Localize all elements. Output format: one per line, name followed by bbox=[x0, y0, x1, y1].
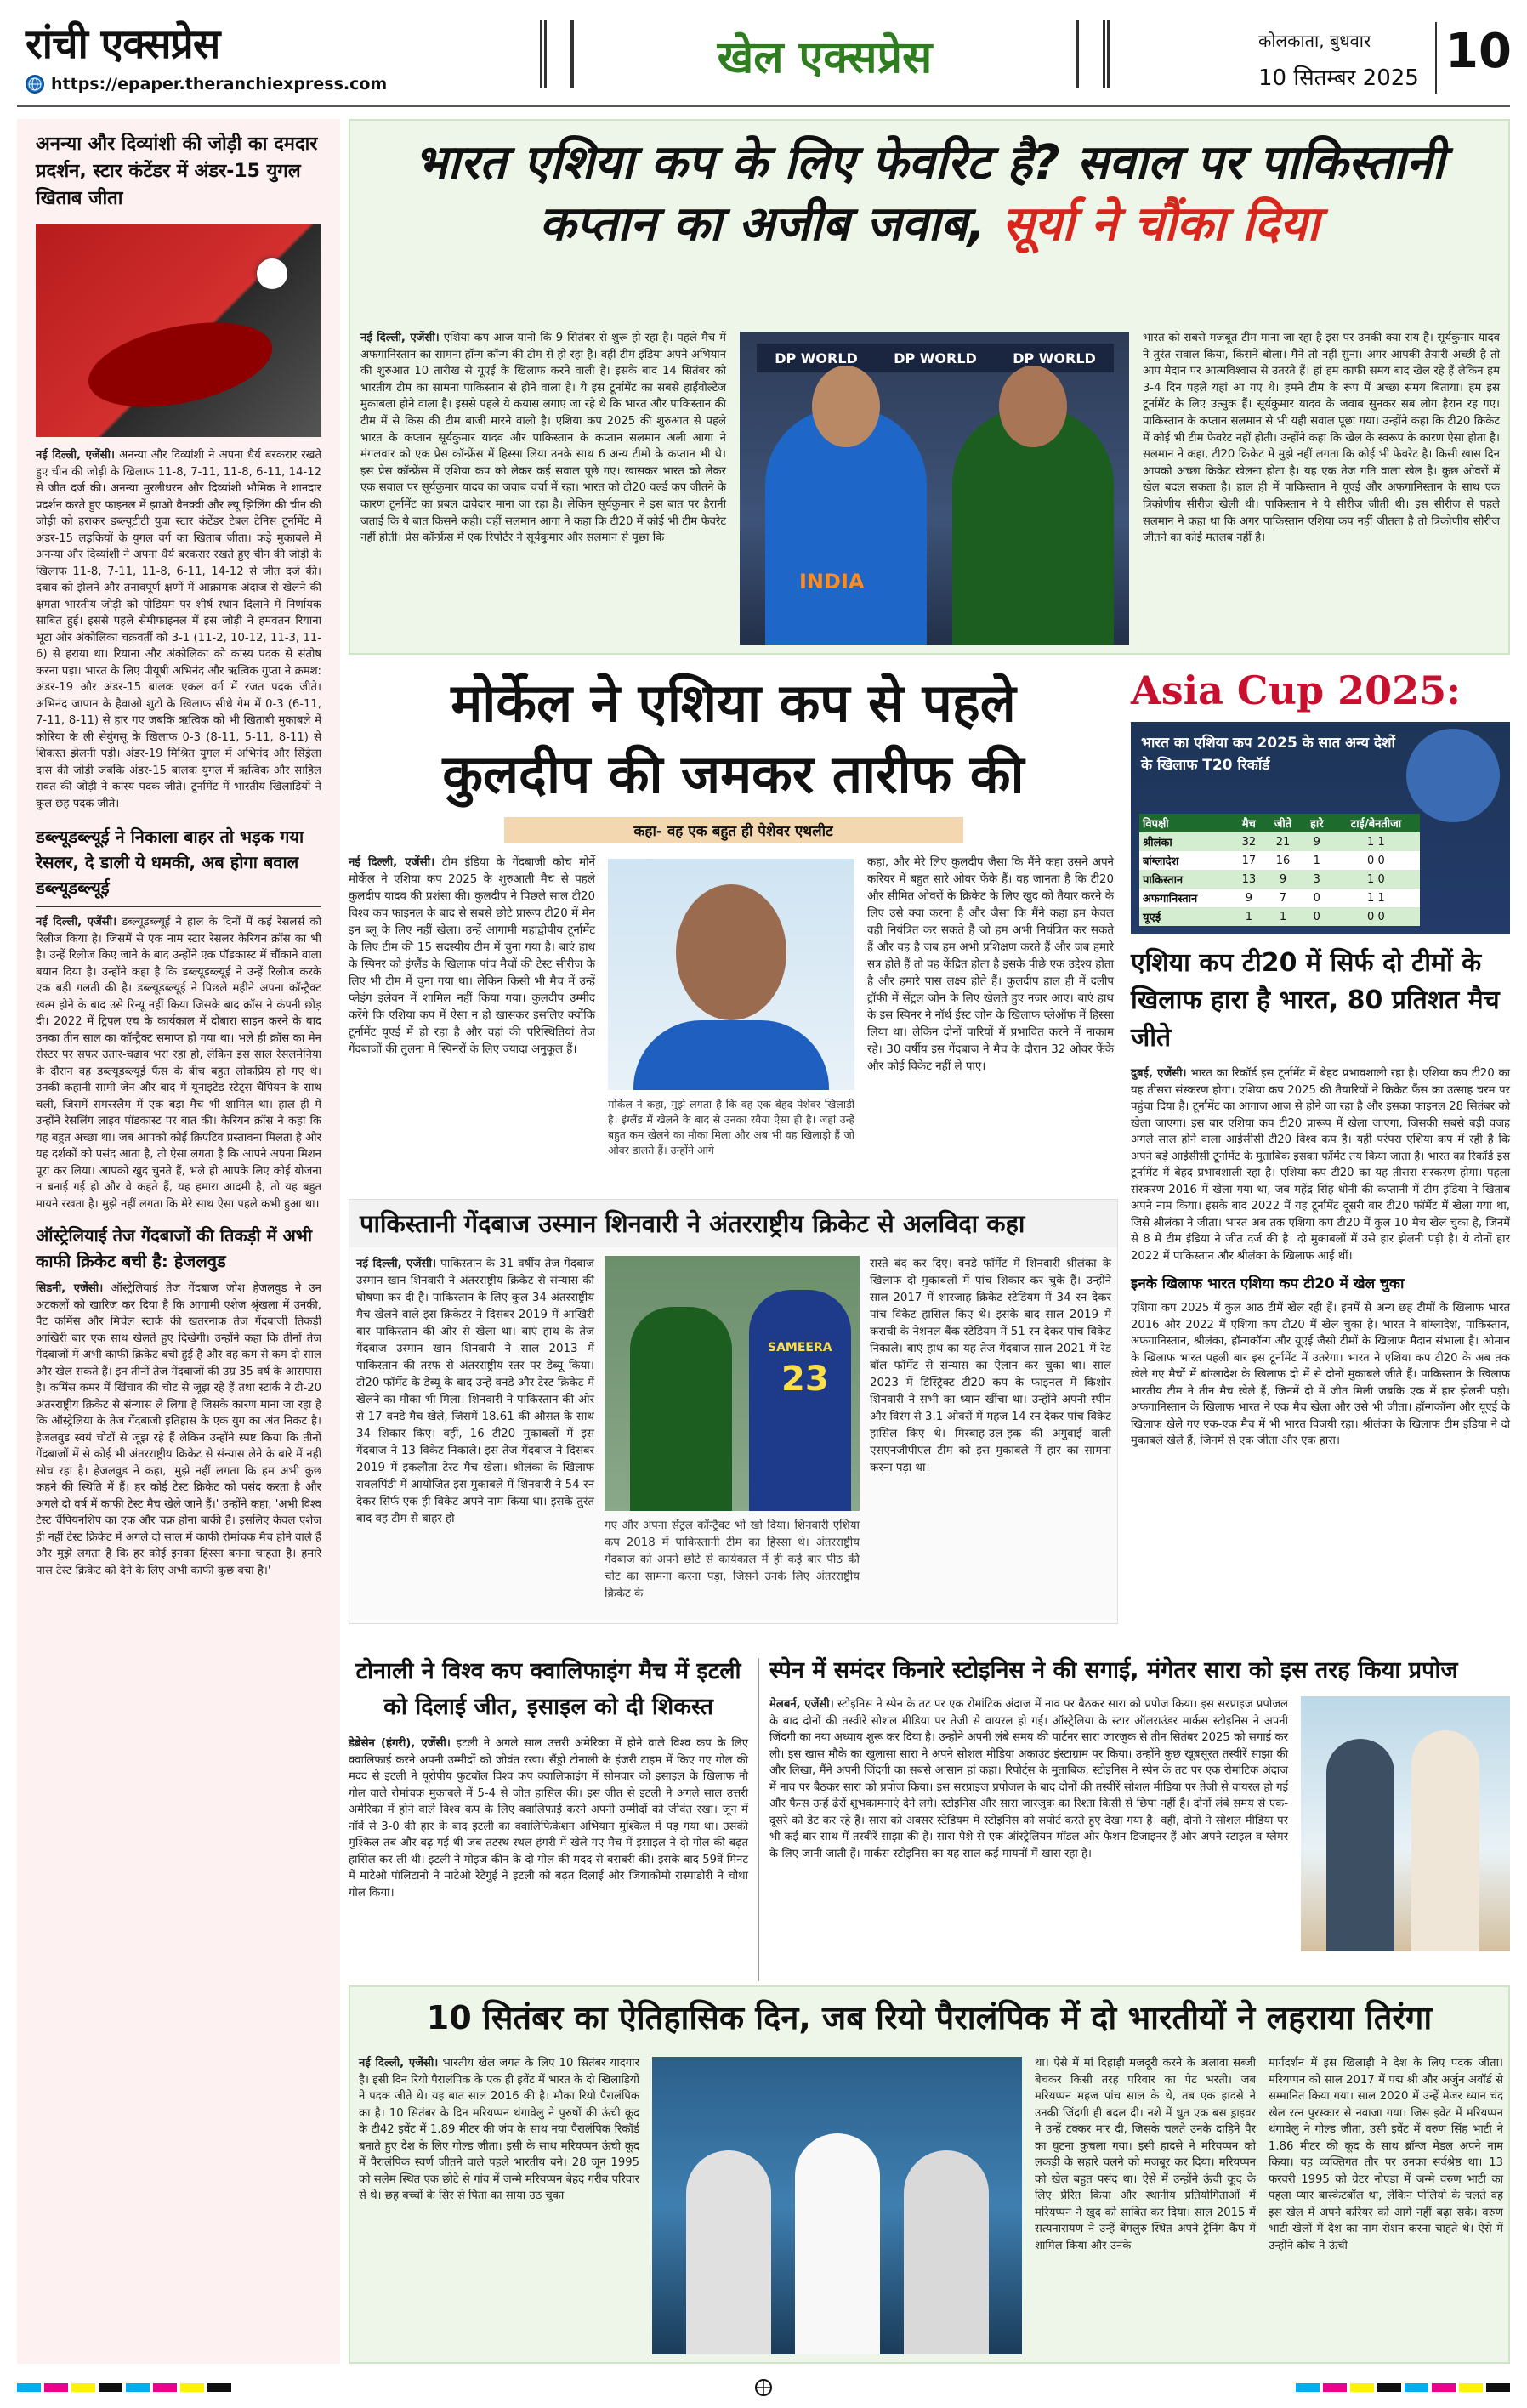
paralympic-headline: 10 सितंबर का ऐतिहासिक दिन, जब रियो पैरालंपिक में दो भारतीयों ने लहराया तिरंगा bbox=[426, 1999, 1433, 2036]
tonali-headline: टोनाली ने विश्व कप क्वालिफाइंग मैच में इटली को दिलाई जीत, इसाइल को दी शिकस्त bbox=[355, 1658, 741, 1720]
table-row: अफगानिस्तान 9 7 0 1 1 bbox=[1139, 889, 1420, 907]
table-row: पाकिस्तान 13 9 3 1 0 bbox=[1139, 870, 1420, 889]
paper-url-row[interactable] bbox=[26, 75, 387, 94]
left-story2-text: डब्ल्यूडब्ल्यूई ने हाल के दिनों में कई रेसलर्स को रिलीज किया है। जिसमें से एक नाम स्टार रेसलर कैरियन क्रॉस का भी है। उन्हें रिलीज किए जाने के बाद उन्होंने एक पॉडकास्ट में चौंकाने वाला बयान दिया है। उन्होंने कहा है कि डब्ल्यूडब्ल्यूई ने उन्हें रिलीज करके एक बड़ी गलती की है। डब्ल्यूडब्ल्यूई ने पिछले महीने अपना कॉन्ट्रैक्ट खत्म होने के बाद उसे रिन्यू नहीं किया जिसके बाद क्रॉस ने कंपनी छोड़ दी। 2022 में ट्रिपल एच के कार्यकाल में दोबारा साइन करने के बाद उनका तीन साल का कॉन्ट्रैक्ट समाप्त हो गया था। भले ही क्रॉस का मेन रोस्टर पर सफर उतार-चढ़ाव भरा रहा हो, लेकिन इस साल रेसलमेनिया के दौरान वह डब्ल्यूडब्ल्यूई फैंस के बीच बहुत लोकप्रिय हो गए थे। उनकी कहानी सामी जेन और बाद में यूनाइटेड स्टेट्स चैंपियन के साथ चली, जिसमें समरस्लैम में एक बड़ा मैच भी शामिल था। हाल ही में उन्होंने रेसलिंग लाइव पॉडकास्ट पर बात की। कैरियन क्रॉस ने कहा कि यह बहुत अच्छा था। जब आपको कोई क्रिएटिव प्रस्तावना मिलता है और यह दर्शकों को पसंद आता है, तो ऐसा लगता है कि आपने अपना मिशन पूरा कर लिया। आपको खुद चुनते हैं, भले ही आपके लिए कोई योजना न बनाई गई हो और वे कहते हैं, यह हमारा आदमी है, तो यह बहुत मायने रखता है। मुझे नहीं लगता कि मेरे साथ ऐसा पहले कभी हुआ था। bbox=[36, 916, 322, 1211]
paper-logo: रांची एक्सप्रेस bbox=[26, 20, 220, 68]
paralympic-col1-text: भारतीय खेल जगत के लिए 10 सितंबर यादगार है। इसी दिन रियो पैरालंपिक के एक ही इवेंट में भारत के दो खिलाड़ियों ने पदक जीते थे। यह बात साल 2016 की है। मौका रियो पैरालंपिक का है। 10 सितंबर के दिन मरियप्पन थंगावेलु ने पुरुषों की ऊंची कूद के टी42 इवेंट में 1.89 मीटर की जंप के साथ नया पैरालंपिक रिकॉर्ड बनाते हुए देश के लिए गोल्ड जीता। इसी के साथ मरियप्पन ऊंची कूद में पैरालंपिक स्वर्ण जीतने वाले पहले भारतीय बने। 28 जून 1995 को सलेम स्थित एक छोटे से गांव में जन्मे मरियप्पन बेहद गरीब परिवार से थे। छह बच्चों के सिर से पिता का साया उठ चुका bbox=[359, 2057, 639, 2202]
srilanka-player bbox=[749, 1290, 851, 1511]
top-story-col2: भारत को सबसे मजबूत टीम माना जा रहा है इस पर उनकी क्या राय है। सूर्यकुमार यादव ने तुरंत सवाल किया, किसने बोला। मैंने तो नहीं सुना। अगर आपकी तैयारी अच्छी है तो आप मैदान पर आत्मविश्वास से उतरते हैं। हां हम काफी समय बाद खेल रहे हैं लेकिन हम 3-4 दिन पहले यहां आ गए थे। हमने टीम के रूप में अच्छा समय बिताया। हम इस टूर्नामेंट के लिए उत्सुक हैं। सूर्यकुमार यादव के जवाब सुनकर सब लोग हैरान रह गए। पाकिस्तान के कप्तान सलमान से भी यही सवाल पूछा गया। उन्होंने कहा कि टी20 क्रिकेट में कोई भी टीम फेवरेट नहीं होती। उन्होंने कहा कि खेल के स्वरूप के कारण ऐसा होता है। सलमान ने कहा, टी20 क्रिकेट में मुझे नहीं लगता कि कोई भी फेवरेट है। किसी खास दिन आपको अच्छा क्रिकेट खेलना होता है। यह एक तेज गति वाला खेल है। कुछ ओवरों में खेल बदल सकता है। हाल ही में पाकिस्तान ने यूएई और अफगानिस्तान के साथ एक त्रिकोणीय सीरीज खेली थी। पाकिस्तान ने ये सीरीज जीती थी। इस सीरीज से पहले सलमान ने कहा था कि अगर पाकिस्तान एशिया कप नहीं जीतता है तो त्रिकोणीय सीरीज जीतने का कोई मतलब नहीं है। bbox=[1143, 332, 1500, 545]
asia-cup-body1-text: भारत का रिकॉर्ड इस टूर्नामेंट में बेहद प्रभावशाली रहा है। एशिया कप टी20 का यह तीसरा संस्करण होगा। एशिया कप 2025 की तैयारियों ने क्रिकेट फैंस का उत्साह चरम पर पहुंचा दिया है। टूर्नामेंट का आगाज आज से होने जा रहा है और इसका फाइनल 28 सितंबर को खेला जाएगा। इस बार एशिया कप टी20 प्रारूप में खेला जाएगा, जिसकी सबसे बड़ी वजह अगले साल होने वाला आईसीसी टी20 विश्व कप है। यही परंपरा एशिया कप में रही है कि अपने बड़े आईसीसी टूर्नामेंट के मुताबिक इसका फॉर्मेट तय किया जाता है। भारत का रिकॉर्ड इस टूर्नामेंट में बेहद प्रभावशाली रहा है। एशिया कप टी20 का यह तीसरा संस्करण होगा। पहला संस्करण 2016 में खेला गया था, जब महेंद्र सिंह धोनी की कप्तानी में टीम इंडिया ने खिताब अपने नाम किया। इसके बाद 2022 में यह टूर्नामेंट दूसरी बार टी20 फॉर्मेट में खेला गया था, जिसे श्रीलंका ने जीता। भारत अब तक एशिया कप टी20 में कुल 10 मैच खेल चुका है, जिनमें से 8 में टीम इंडिया ने जीत दर्ज की है। दो मुकाबलों में उसे हार झेलनी पड़ी है। ये दोनों हार 2022 में पाकिस्तान और श्रीलंका के खिलाफ आई थीं। bbox=[1131, 1067, 1510, 1263]
tonali-story bbox=[349, 1654, 748, 1994]
morkel-kicker: कहा- वह एक बहुत ही पेशेवर एथलीट bbox=[504, 817, 963, 843]
morkel-col1 bbox=[349, 855, 595, 1059]
stoinis-story bbox=[769, 1654, 1510, 1994]
masthead-rule bbox=[17, 105, 1510, 107]
table-header: टाई/बेनतीजा bbox=[1350, 818, 1402, 831]
color-bar-icon bbox=[17, 2381, 1510, 2394]
shinwari-headline: पाकिस्तानी गेंदबाज उस्मान शिनवारी ने अंतरराष्ट्रीय क्रिकेट से अलविदा कहा bbox=[349, 1200, 1117, 1247]
morkel-col3: कहा, और मेरे लिए कुलदीप जैसा कि मैंने कहा उसने अपने करियर में बहुत सारे ओवर फेंके हैं। वह जानता है कि टी20 और सीमित ओवरों के क्रिकेट के लिए खुद को तैयार करने के लिए उसे क्या करना है और जैसा कि मैंने कहा हम केवल वही नियंत्रित कर सकते हैं जो हम अभी नियंत्रित कर सकते हैं और वह है जब हम अभी प्रशिक्षण करते हैं और जब हमारे सत्र होते हैं तो वह केंद्रित होता है इसके पीछे एक उद्देश्य होता है और हमारे पास लक्ष्य होते हैं। कुलदीप हाल ही में दलीप ट्रॉफी में सेंट्रल जोन के लिए खेलते हुए नजर आए। बाएं हाथ के इस स्पिनर ने नॉर्थ ईस्ट जोन के खिलाफ प्लेऑफ में हिस्सा लिया था। लेकिन दोनों पारियों में प्रभावित करने में नाकाम रहे। 30 वर्षीय इस गेंदबाज ने मैच के दौरान 32 ओवर फेंके और कोई विकेट नहीं ले पाए। bbox=[867, 856, 1114, 1073]
page-number: 10 bbox=[1445, 24, 1512, 79]
shinwari-col3: रास्ते बंद कर दिए। वनडे फॉर्मेट में शिनवारी श्रीलंका के खिलाफ दो मुकाबलों में पांच शिकार कर चुके हैं। उन्होंने साल 2017 में शारजाह क्रिकेट स्टेडियम में 34 रन देकर पांच विकेट हासिल किए थे। इसके बाद साल 2019 में कराची के नेशनल बैंक स्टेडियम में 51 रन देकर पांच विकेट निकाले। बाएं हाथ का यह तेज गेंदबाज साल 2021 में रेड बॉल फॉर्मेट से संन्यास का ऐलान कर चुका था। साल 2023 में डिस्ट्रिक्ट टी20 कप के फाइनल में किशोर शिनवारी ने सभी का ध्यान खींचा था। उन्होंने अपनी स्पीन और विरंग से 3.1 ओवरों में महज 14 रन देकर पांच विकेट हासिल किए थे। मिस्बाह-उल-हक की अगुवाई वाली एसएनजीपीएल टीम को इस मुकाबले में हार का सामना करना पड़ा था। bbox=[870, 1258, 1111, 1474]
shinwari-photo bbox=[605, 1256, 860, 1511]
table-header: हारे bbox=[1309, 818, 1324, 831]
asia-cup-record-table bbox=[1139, 814, 1420, 926]
top-headline-part-a: कप्तान का अजीब जवाब, bbox=[539, 196, 1002, 252]
morkel-headline-line1: मोर्केल ने एशिया कप से पहले bbox=[451, 672, 1016, 734]
stoinis-headline: स्पेन में समंदर किनारे स्टोइनिस ने की सगाई, मंगेतर सारा को इस तरह किया प्रपोज bbox=[769, 1657, 1458, 1684]
masthead bbox=[0, 0, 1527, 111]
shinwari-col1-text: पाकिस्तान के 31 वर्षीय तेज गेंदबाज उस्मान खान शिनवारी ने अंतरराष्ट्रीय क्रिकेट से संन्यास की घोषणा कर दी है। पाकिस्तान के लिए कुल 34 अंतरराष्ट्रीय मैच खेलने वाले इस क्रिकेटर ने दिसंबर 2019 में आखिरी बार पाकिस्तान की ओर से खेला था। बाएं हाथ के तेज गेंदबाज उस्मान खान शिनवारी ने साल 2013 में पाकिस्तान की तरफ से अंतरराष्ट्रीय स्तर पर डेब्यू किया। टी20 फॉर्मेट के डेब्यू के बाद उन्हें वनडे और टेस्ट क्रिकेट में खेलने का मौका भी मिला। शिनवारी ने पाकिस्तान की ओर से 17 वनडे मैच खेले, जिसमें 18.61 की औसत के साथ 34 शिकार किए। वहीं, 16 टी20 मुकाबलों में इस गेंदबाज ने 13 विकेट निकाले। इस तेज गेंदबाज ने दिसंबर 2019 में इकलौता टेस्ट मैच खेला। श्रीलंका के खिलाफ रावलपिंडी में आयोजित इस मुकाबले में शिनवारी ने 54 रन देकर सिर्फ एक ही विकेट अपने नाम किया था। इसके तुरंत बाद वह टीम से बाहर हो bbox=[356, 1258, 594, 1525]
asia-cup-body2: एशिया कप 2025 में कुल आठ टीमें खेल रही हैं। इनमें से अन्य छह टीमों के खिलाफ भारत 2016 और 2022 में एशिया कप टी20 में खेल चुका है। भारत ने बांग्लादेश, पाकिस्तान, अफगानिस्तान, श्रीलंका, हॉन्गकॉन्ग और यूएई जैसी टीमों के खिलाफ मैदान संभाला है। ओमान के खिलाफ भारत पहली बार इस टूर्नामेंट में उतरेगा। भारत ने एशिया कप टी20 के अब तक खेले गए मैचों में बांग्लादेश के खिलाफ दो में से दोनों मुकाबले जीते हैं। पाकिस्तान के खिलाफ भारतीय टीम ने तीन मैच खेले हैं, जिनमें दो में जीत मिली जबकि एक में हार झेलनी पड़ी। अफगानिस्तान के खिलाफ भारत ने एक मैच खेला और उसे भी जीता। हॉन्गकॉन्ग और यूएई के खिलाफ खेले गए एक-एक मैच में भी भारत विजयी रहा। श्रीलंका के खिलाफ टीम इंडिया ने दो मुकाबले खेले हैं, जिनमें से एक जीता और एक हारा। bbox=[1131, 1302, 1510, 1447]
pakistan-player bbox=[630, 1307, 732, 1511]
asia-cup-panel-title: भारत का एशिया कप 2025 के सात अन्य देशों के खिलाफ T20 रिकॉर्ड bbox=[1141, 735, 1395, 774]
left-story1-dateline: नई दिल्ली, एजेंसी। bbox=[36, 449, 115, 462]
issue-date: 10 सितम्बर 2025 bbox=[1258, 65, 1419, 91]
top-story-col1-text: एशिया कप आज यानी कि 9 सितंबर से शुरू हो रहा है। पहले मैच में अफगानिस्तान का सामना हॉन्ग कॉन्ग की टीम से हो रहा है। वहीं टीम इंडिया अपने अभियान की शुरुआत 10 तारीख से यूएई के खिलाफ करने वाली है। इसके बाद 14 सितंबर को भारतीय टीम का सामना पाकिस्तान से होने वाला है। ये इस टूर्नामेंट का सबसे हाईवोल्टेज मुकाबला होने वाला है। इससे पहले ये कयास लगाए जा रहे थे कि भारत और पाकिस्तान की टीम में से किस की टीम बाजी मारने वाली है। एशिया कप 2025 की शुरुआत से पहले भारत के कप्तान सूर्यकुमार यादव और पाकिस्तान के कप्तान सलमान अली आगा ने मंगलवार को एक प्रेस कॉन्फ्रेंस में हिस्सा लिया उनके साथ 6 अन्य टीमों के कप्तान भी थे। इस प्रेस कॉन्फ्रेंस में एशिया कप को लेकर कई सवाल पूछे गए। खासकर भारत को लेकर एक सवाल पर सूर्यकुमार यादव का जवाब चर्चा में रहा। भारत को टी20 वर्ल्ड कप जीतने के कारण टूर्नामेंट का प्रबल दावेदार माना जा रहा है। लेकिन सूर्यकुमार ने इस बात पर हैरानी जताई कि ये बात किसने कही। वहीं सलमान आगा ने कहा कि टी20 में कोई भी टीम फेवरेट नहीं होती। प्रेस कॉन्फ्रेंस में एक रिपोर्टर ने सूर्यकुमार और सलमान से पूछा कि bbox=[360, 332, 726, 545]
paralympic-story bbox=[349, 1985, 1510, 2364]
jersey-number: 23 bbox=[781, 1360, 829, 1399]
player-pakistan bbox=[952, 408, 1114, 645]
shinwari-caption: गए और अपना सेंट्रल कॉन्ट्रैक्ट भी खो दिया। शिनवारी एशिया कप 2018 में पाकिस्तानी टीम का हिस्सा थे। अंतरराष्ट्रीय गेंदबाज को अपने छोटे से कार्यकाल में ही कई बार पीठ की चोट का सामना करना पड़ा, जिसने उनके लिए अंतरराष्ट्रीय क्रिकेट के bbox=[605, 1519, 860, 1600]
top-story-headline bbox=[350, 121, 1508, 255]
asia-cup-body1 bbox=[1131, 1065, 1510, 1264]
asia-cup-record-panel bbox=[1131, 722, 1510, 934]
section-title: खेल एक्सप्रेस bbox=[717, 32, 933, 83]
top-headline-line2 bbox=[367, 194, 1491, 255]
stoinis-body bbox=[769, 1696, 1288, 1862]
paralympic-col1 bbox=[359, 2055, 639, 2205]
left-column bbox=[17, 119, 340, 2364]
top-story-dateline: नई दिल्ली, एजेंसी। bbox=[360, 332, 440, 344]
morkel-col1-text: टीम इंडिया के गेंदबाजी कोच मोर्ने मोर्केल ने एशिया कप 2025 के शुरुआती मैच से पहले कुलदीप यादव की प्रशंसा की। कुलदीप ने पिछले साल टी20 विश्व कप फाइनल के बाद से सबसे छोटे प्रारूप टी20 में मेन इन ब्लू के लिए नहीं खेला। उन्हें आगामी महाद्वीपीय टूर्नामेंट के लिए टीम की 15 सदस्यीय टीम में चुना गया है। बाएं हाथ के स्पिनर को इंग्लैंड के खिलाफ पांच मैचों की टेस्ट सीरीज के लिए भी टीम में चुना गया था। लेकिन किसी भी मैच में उन्हें प्लेइंग इलेवन में शामिल नहीं किया गया। कुलदीप उम्मीद करेंगे कि एशिया कप में ऐसा न हो खासकर इसलिए क्योंकि टूर्नामेंट यूएई में हो रहा है और वहां की परिस्थितियां तेज गेंदबाजों की तुलना में स्पिनरों के लिए ज्यादा अनुकूल हैं। bbox=[349, 856, 595, 1056]
table-header: विपक्षी bbox=[1143, 818, 1169, 831]
asia-cup-headline: एशिया कप टी20 में सिर्फ दो टीमों के खिलाफ हारा है भारत, 80 प्रतिशत मैच जीते bbox=[1131, 948, 1500, 1053]
table-row: श्रीलंका 32 21 9 1 1 bbox=[1139, 832, 1420, 851]
jersey-name: SAMEERA bbox=[768, 1341, 832, 1354]
shinwari-story bbox=[349, 1199, 1118, 1624]
morkel-headline bbox=[349, 667, 1118, 810]
sponsor-banner: DP WORLD DP WORLD DP WORLD bbox=[757, 344, 1114, 372]
stoinis-couple-photo bbox=[1301, 1696, 1510, 1951]
top-story-box bbox=[349, 119, 1510, 655]
page-number-divider bbox=[1435, 22, 1437, 94]
stoinis-body-text: स्टोइनिस ने स्पेन के तट पर एक रोमांटिक अंदाज में नाव पर बैठकर सारा को प्रपोज किया। इस सरप्राइज प्रपोजल के बाद दोनों की तस्वीरें सोशल मीडिया पर तेजी से वायरल हो गईं। ऑस्ट्रेलिया के स्टार ऑलराउंडर मार्कस स्टोइनिस ने अपनी जिंदगी का नया अध्याय शुरू कर दिया है। उन्होंने अपनी लंबे समय की पार्टनर सारा जारजुक से तीन सितंबर 2025 को सगाई कर ली। इस खास मौके का खुलासा सारा ने अपने सोशल मीडिया अकाउंट इंस्टाग्राम पर किया। उन्होंने कुछ खूबसूरत तस्वीरें साझा की और लिखा, मैंने अपनी जिंदगी का सबसे आसान हां कहा। रिपोर्ट्स के मुताबिक, स्टोइनिस ने स्पेन के तट पर एक रोमांटिक अंदाज में नाव पर बैठकर सारा को प्रपोज किया। इस सरप्राइज प्रपोजल के बाद दोनों की तस्वीरें सोशल मीडिया पर तेजी से वायरल हो गईं और फैन्स उन्हें ढेरों शुभकामनाएं देने लगे। स्टोइनिस और सारा जारजुक का रिश्ता किसी से छिपा नहीं है। दोनों लंबे समय से एक-दूसरे को डेट कर रहे हैं। सारा को अक्सर स्टेडियम में स्टोइनिस को सपोर्ट करते हुए देखा गया है। वहीं, दोनों ने सोशल मीडिया पर भी कई बार साथ में तस्वीरें साझा की हैं। सारा पेशे से एक ऑस्ट्रेलियन मॉडल और फैशन डिजाइनर हैं और अपने स्टाइल व ग्लैमर के लिए जानी जाती हैं। मार्कस स्टोइनिस का यह साल कई मायनों में खास रहा है। bbox=[769, 1698, 1288, 1860]
left-story2-body bbox=[36, 914, 321, 1213]
shinwari-dateline: नई दिल्ली, एजेंसी। bbox=[356, 1258, 437, 1270]
top-headline-part-b: सूर्या ने चौंका दिया bbox=[1002, 196, 1320, 252]
morkel-dateline: नई दिल्ली, एजेंसी। bbox=[349, 856, 435, 869]
asia-cup-dateline: दुबई, एजेंसी। bbox=[1131, 1067, 1187, 1080]
paralympic-dateline: नई दिल्ली, एजेंसी। bbox=[359, 2057, 439, 2070]
shinwari-col1 bbox=[356, 1256, 594, 1528]
left-story1-body bbox=[36, 447, 321, 812]
player-india bbox=[765, 408, 927, 645]
left-story2-title: डब्ल्यूडब्ल्यूई ने निकाला बाहर तो भड़क गया रेसलर, दे डाली ये धमकी, अब होगा बवाल डब्ल्यूडब्ल्यूई bbox=[36, 824, 321, 907]
player-silhouette bbox=[1406, 729, 1500, 822]
stoinis-dateline: मेलबर्न, एजेंसी। bbox=[769, 1698, 834, 1711]
asia-cup-subhead: इनके खिलाफ भारत एशिया कप टी20 में खेल चुका bbox=[1131, 1275, 1405, 1292]
left-story3-body bbox=[36, 1281, 321, 1579]
kuldeep-caption: मोर्केल ने कहा, मुझे लगता है कि वह एक बेहद पेशेवर खिलाड़ी है। इंग्लैंड में खेलने के बाद से उनका रवैया ऐसा ही है। जहां उन्हें बहुत कम खेलने का मौका मिला और अब भी वह खिलाड़ी हैं जो ओवर डालते हैं। उन्होंने आगे bbox=[608, 1098, 854, 1156]
city-day: कोलकाता, बुधवार bbox=[1258, 31, 1371, 51]
top-headline-line1: भारत एशिया कप के लिए फेवरिट है? सवाल पर पाकिस्तानी bbox=[414, 135, 1445, 190]
tonali-body-text: इटली ने अगले साल उत्तरी अमेरिका में होने वाले विश्व कप के लिए क्वालिफाई करने अपनी उम्मीदों को जीवंत रखा। सैंड्रो टोनाली के इंजरी टाइम में किए गए गोल की मदद से इटली ने यूरोपीय फुटबॉल विश्व कप क्वालिफाइंग में सोमवार को इसाइल के खिलाफ नौ गोल वाले रोमांचक मुकाबले में 5-4 से जीत हासिल की। इस जीत से इटली ने अगले साल उत्तरी अमेरिका में होने वाले विश्व कप के लिए क्वालिफाई करने अपनी उम्मीदों को जीवंत रखा। जून में नॉर्वे से 3-0 की हार के बाद इटली का क्वालिफिकेशन अभियान मुश्किल में पड़ गया था। उसकी मुश्किल तब और बढ़ गई थी जब तटस्थ स्थल हंगरी में खेले गए मैच में इसाइल ने दो गोल की बढ़त हासिल कर ली थी। इटली ने मोइज कीन के दो गोल की मदद से बराबरी की। इसके बाद 59वें मिनट में माटेओ पॉलिटानो ने माटेओ रेटेगुई ने इटली को बढ़त दिलाई और जियाकोमो रास्पाडोरी ने चौथा गोल किया। bbox=[349, 1737, 749, 1900]
india-jersey-text: INDIA bbox=[799, 570, 865, 593]
asia-cup-panel bbox=[1131, 667, 1510, 1803]
press-conference-photo bbox=[740, 332, 1129, 645]
paper-url[interactable]: https://epaper.theranchiexpress.com bbox=[51, 75, 388, 94]
section-ornament-left bbox=[540, 20, 574, 88]
column-divider bbox=[758, 1658, 759, 1981]
left-story1-text: अनन्या और दिव्यांशी ने अपना धैर्य बरकरार रखते हुए चीन की जोड़ी के खिलाफ 11-8, 7-11, 11-8, 6-11, 14-12 से जीत दर्ज की। अनन्या मुरलीधरन और दिव्यांशी भौमिक ने शानदार प्रदर्शन करते हुए फाइनल में झाओ वैनक्वी और ल्यू झिलिंग की चीन की जोड़ी को हराकर डब्ल्यूटीटी युवा स्टार कंटेंडर टेबल टेनिस टूर्नामेंट में अंडर-15 लड़कियों के युगल वर्ग का खिताब जीता। कड़े मुकाबले में अनन्या और दिव्यांशी ने अपना धैर्य बरकरार रखते हुए चीन की जोड़ी के खिलाफ 11-8, 7-11, 11-8, 6-11, 14-12 से जीत दर्ज की। दबाव को झेलने और तनावपूर्ण क्षणों में आक्रामक अंदाज से खेलने की क्षमता भारतीय जोड़ी को पोडियम पर शीर्ष स्थान दिलाने में निर्णायक साबित हुई। इससे पहले सेमीफाइनल में इस जोड़ी ने हमवतन रियाना भूटा और अंकोलिका चक्रवर्ती को 3-1 (11-2, 10-12, 11-3, 11-6) से हराया था। रियाना और अंकोलिका को कांस्य पदक से संतोष करना पड़ा। भारत के लिए पीयूषी अभिनंद और ऋत्विक गुप्ता ने क्रमश: अंडर-19 और अंडर-15 बालक एकल वर्ग में रजत पदक जीते। अभिनंद जापान के हैवाओ शुटो के खिलाफ सीधे गेम में 0-3 (6-11, 7-11, 8-11) से हार गए जबकि ऋत्विक को भी खिताबी मुकाबले में कोरिया के ली सेयुंगसू के खिलाफ 0-3 (8-11, 5-11, 8-11) से शिकस्त झेलनी पड़ी। अंडर-19 मिश्रित युगल में अभिनंद और सिंड्रेला दास की जोड़ी जबकि अंडर-15 बालक युगल में ऋत्विक और साहिल रावत की जोड़ी ने कांस्य पदक जीते। टूर्नामेंट में भारतीय खिलाड़ियों ने कुल छह पदक जीते। bbox=[36, 449, 321, 810]
tonali-body bbox=[349, 1735, 748, 1901]
kuldeep-photo bbox=[608, 859, 854, 1090]
morkel-headline-line2: कुलदीप की जमकर तारीफ की bbox=[442, 743, 1025, 805]
top-story-col1 bbox=[360, 330, 726, 547]
morkel-story bbox=[349, 667, 1118, 1190]
asia-cup-title: Asia Cup 2025: bbox=[1131, 667, 1462, 713]
table-header: मैच bbox=[1241, 818, 1256, 831]
left-story3-title: ऑस्ट्रेलियाई तेज गेंदबाजों की तिकड़ी में अभी काफी क्रिकेट बची है: हेजलवुड bbox=[36, 1225, 313, 1271]
left-story1-title: अनन्या और दिव्यांशी की जोड़ी का दमदार प्रदर्शन, स्टार कंटेंडर में अंडर-15 युगल खिताब जीता bbox=[36, 133, 318, 209]
table-row: यूएई 1 1 0 0 0 bbox=[1139, 907, 1420, 926]
globe-icon bbox=[26, 75, 44, 94]
registration-mark-icon bbox=[755, 2379, 772, 2396]
tonali-dateline: डेब्रेसेन (हंगरी), एजेंसी। bbox=[349, 1737, 451, 1750]
left-story3-text: ऑस्ट्रेलियाई तेज गेंदबाज जोश हेजलवुड ने उन अटकलों को खारिज कर दिया है कि आगामी एशेज श्रृंखला में उनकी, पैट कमिंस और मिचेल स्टार्क की खतरनाक तेज गेंदबाजी तिकड़ी आखिरी बार एक साथ खेलते हुए दिखेगी। उन्होंने कहा कि तीनों तेज गेंदबाजों में अभी काफी क्रिकेट बची हुई है और वह कम से कम दो साल और खेल सकते हैं। इन तीनों तेज गेंदबाजों की उम्र 35 वर्ष के आसपास है। कमिंस कमर में खिंचाव की चोट से जूझ रहे हैं तथा स्टार्क ने टी-20 अंतरराष्ट्रीय क्रिकेट से संन्यास ले लिया है जिसके कारण माना जा रहा है कि ऑस्ट्रेलिया के तेज गेंदबाजी इतिहास के एक युग का अंत निकट है। हेजलवुड स्वयं चोटों से जूझ रहे हैं लेकिन उन्होंने स्पष्ट किया कि तीनों गेंदबाजों में से कोई भी अंतरराष्ट्रीय क्रिकेट से संन्यास लेने के बारे में नहीं सोच रहा है। हेजलवुड ने कहा, 'मुझे नहीं लगता कि हम अभी कुछ कहने की स्थिति में हैं। हर कोई टेस्ट क्रिकेट को पसंद करता है और अगले दो वर्ष में काफी टेस्ट मैच खेले जाने हैं।' उन्होंने कहा, 'अभी विश्व टेस्ट चैंपियनशिप का एक और चक्र होना बाकी है। इसलिए केवल एशेज ही नहीं टेस्ट क्रिकेट में अगले दो साल में काफी रोमांचक मैच होने वाले हैं और मुझे लगता है कि हर कोई इनका हिस्सा बनना चाहता है। हमारे पास टेस्ट क्रिकेट को देने के लिए अभी काफी कुछ बचा है।' bbox=[36, 1282, 321, 1577]
table-header: जीते bbox=[1274, 818, 1292, 831]
section-ornament-right bbox=[1076, 20, 1110, 88]
left-story2-dateline: नई दिल्ली, एजेंसी। bbox=[36, 916, 117, 929]
podium-photo bbox=[652, 2057, 1022, 2354]
left-story3-dateline: सिडनी, एजेंसी। bbox=[36, 1282, 104, 1295]
table-tennis-photo bbox=[36, 224, 321, 437]
table-row: बांग्लादेश 17 16 1 0 0 bbox=[1139, 851, 1420, 870]
paralympic-col3: मार्गदर्शन में इस खिलाड़ी ने देश के लिए पदक जीता। मरियप्पन को साल 2017 में पद्म श्री और अर्जुन अवॉर्ड से सम्मानित किया गया। साल 2020 में उन्हें मेजर ध्यान चंद खेल रत्न पुरस्कार से नवाजा गया। जिस इवेंट में मरियप्पन थंगावेलु ने गोल्ड जीता, उसी इवेंट में वरुण सिंह भाटी ने 1.86 मीटर की कूद के साथ ब्रॉन्ज मेडल अपने नाम किया। यह व्यक्तिगत तौर पर उनका सर्वश्रेष्ठ था। 13 फरवरी 1995 को ग्रेटर नोएडा में जन्मे वरुण भाटी का पहला प्यार बास्केटबॉल था, लेकिन पोलियो के चलते वह इस खेल में अपने करियर को आगे नहीं बढ़ा सके। वरुण भाटी खेलों में देश का नाम रोशन करना चाहते थे। ऐसे में उन्होंने कोच ने ऊंची bbox=[1269, 2057, 1503, 2252]
paralympic-col2: था। ऐसे में मां दिहाड़ी मजदूरी करने के अलावा सब्जी बेचकर किसी तरह परिवार का पेट भरती। जब मरियप्पन महज पांच साल के थे, तब एक हादसे ने उनकी जिंदगी ही बदल दी। नशे में धुत एक बस ड्राइवर ने उन्हें टक्कर मार दी, जिसके चलते उनके दाहिने पैर का घुटना कुचला गया। इसी हादसे ने मरियप्पन को लकड़ी के सहारे चलने को मजबूर कर दिया। मरियप्पन को खेल बहुत पसंद था। ऐसे में उन्होंने ऊंची कूद के लिए प्रेरित किया और स्थानीय प्रतियोगिताओं में मरियप्पन ने खुद को साबित कर दिया। साल 2015 में सत्यनारायण ने उन्हें बेंगलुरु स्थित अपने ट्रेनिंग कैंप में शामिल किया और उनके bbox=[1035, 2057, 1256, 2252]
